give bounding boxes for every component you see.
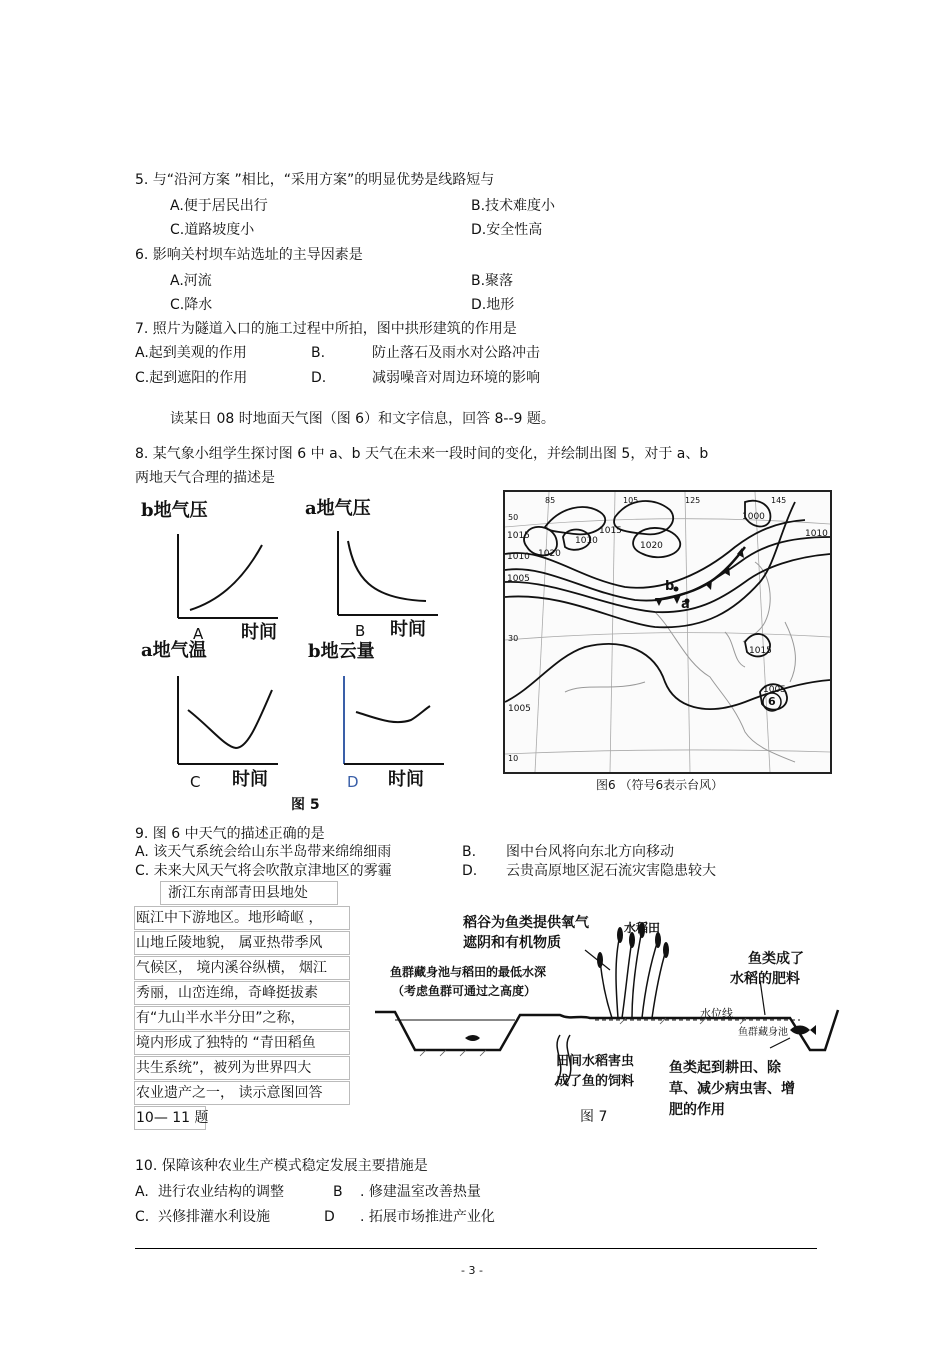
fig6-isobar-label: 1000: [742, 512, 765, 522]
fig7-label-fish-role-3: 肥的作用: [669, 1102, 725, 1118]
q9-stem: 9. 图 6 中天气的描述正确的是: [135, 826, 325, 842]
passage-line: 瓯江中下游地区。地形崎岖 ，: [136, 910, 323, 926]
fig6-isobars: [505, 501, 830, 710]
q10-option-a-letter: A.: [135, 1184, 149, 1200]
fig6-isobar-label: 1020: [640, 541, 663, 551]
q7-option-b-letter: B.: [311, 345, 326, 361]
q7-option-b: 防止落石及雨水对公路冲击: [372, 345, 540, 361]
fig7-label-pool: 鱼群藏身池: [738, 1027, 788, 1038]
fig7-label-insects-2: 成了鱼的饲料: [556, 1074, 635, 1089]
q8-stem-line2: 两地天气合理的描述是: [135, 470, 275, 486]
fig7-label-fish-role-1: 鱼类起到耕田、除: [669, 1060, 781, 1076]
q7-option-a: A.起到美观的作用: [135, 345, 247, 361]
q9-option-d-letter: D.: [462, 863, 478, 879]
q6-option-c: C.降水: [170, 297, 213, 313]
fig6-coastline: [565, 562, 795, 762]
q8-stem-line1: 8. 某气象小组学生探讨图 6 中 a、b 天气在未来一段时间的变化，并绘制出图 5，对于 a、b: [135, 446, 709, 462]
q10-stem: 10. 保障该种农业生产模式稳定发展主要措施是: [135, 1158, 428, 1174]
q5-stem: 5. 与“沿河方案 ”相比，“采用方案”的明显优势是线路短与: [135, 172, 495, 188]
fig7-label-fish-role-2: 草、减少病虫害、增: [669, 1081, 795, 1097]
q7-option-d: 减弱噪音对周边环境的影响: [372, 370, 540, 386]
fig6-isobar-label: 1010: [805, 529, 828, 539]
passage-line: 农业遗产之一， 读示意图回答: [136, 1085, 323, 1101]
fig6-caption: 图6 （符号6表示台风）: [596, 778, 724, 792]
fig5-panel-b-letter: B: [355, 622, 366, 640]
fig7-fish-icon: [465, 1035, 480, 1041]
fig6-point-b: b: [665, 579, 675, 594]
fig5-panel-d-title: b地云量: [308, 641, 375, 662]
fig6-lon-85: 85: [545, 496, 556, 505]
fig6-isobar-label: 1005: [763, 685, 786, 695]
q7-option-d-letter: D.: [311, 370, 327, 386]
fig6-isobar-label: 1005: [508, 704, 531, 714]
fig5-panel-a-graph: [170, 530, 280, 625]
q10-option-b: . 修建温室改善热量: [360, 1184, 481, 1200]
fig7-label-depth-2: （考虑鱼群可通过之高度）: [392, 984, 537, 998]
passage-line: 山地丘陵地貌， 属亚热带季风: [136, 935, 323, 951]
fig7-label-paddy: 水稻田: [624, 921, 661, 935]
fig6-lat-30: 30: [508, 634, 519, 643]
q6-option-a: A.河流: [170, 273, 212, 289]
fig7-label-waterline: 水位线: [700, 1007, 733, 1020]
fig5-panel-b-xlabel: 时间: [390, 619, 426, 640]
q5-option-a: A.便于居民出行: [170, 198, 268, 214]
fig7-label-fish-fert-2: 水稻的肥料: [730, 971, 800, 987]
q9-option-d: 云贵高原地区泥石流灾害隐患较大: [506, 863, 716, 879]
fig5-b-curve: [348, 541, 426, 601]
q10-option-a: 进行农业结构的调整: [158, 1184, 284, 1200]
fig6-isobar-label: 1020: [538, 549, 561, 559]
q7-stem: 7. 照片为隧道入口的施工过程中所拍，图中拱形建筑的作用是: [135, 321, 517, 337]
fig6-lat-50: 50: [508, 513, 519, 522]
intro-8-9: 读某日 08 时地面天气图（图 6）和文字信息，回答 8--9 题。: [170, 411, 555, 427]
fig6-isobar-label: 1005: [507, 574, 530, 584]
q10-option-d: . 拓展市场推进产业化: [360, 1209, 495, 1225]
q9-option-b: 图中台风将向东北方向移动: [506, 844, 674, 860]
fig5-panel-c-graph: [170, 672, 280, 770]
fig6-isobar-label: 1015: [599, 526, 622, 536]
fig6-lon-145: 145: [771, 496, 787, 505]
figure-6: [503, 490, 832, 774]
fig7-label-depth-1: 鱼群藏身池与稻田的最低水深: [390, 965, 547, 979]
fig6-isobar-label: 1010: [507, 552, 530, 562]
passage-line: 共生系统”，被列为世界四大: [136, 1060, 312, 1076]
passage-line: 10— 11 题: [136, 1110, 209, 1126]
q9-option-b-letter: B.: [462, 844, 477, 860]
fig7-label-fish-fert-1: 鱼类成了: [748, 951, 804, 967]
fig5-panel-c-xlabel: 时间: [232, 769, 268, 790]
footer-divider: [135, 1248, 817, 1249]
fig5-panel-d-xlabel: 时间: [388, 769, 424, 790]
fig6-isobar-label: 1010: [575, 536, 598, 546]
fig6-lon-125: 125: [685, 496, 701, 505]
fig6-lat-10: 10: [508, 754, 519, 763]
passage-line: 秀丽，山峦连绵，奇峰挺拔素: [136, 985, 318, 1001]
fig5-panel-d-letter: D: [347, 773, 359, 791]
q10-option-c: 兴修排灌水利设施: [158, 1209, 270, 1225]
q6-option-b: B.聚落: [471, 273, 514, 289]
q6-option-d: D.地形: [471, 297, 515, 313]
passage-line: 浙江东南部青田县地处: [168, 885, 308, 901]
fig6-lon-105: 105: [623, 496, 639, 505]
fig5-a-curve: [190, 545, 262, 610]
page-number: - 3 -: [461, 1264, 483, 1277]
q10-option-b-letter: B: [333, 1184, 343, 1200]
passage-line: 气候区， 境内溪谷纵横， 烟江: [136, 960, 327, 976]
fig5-c-curve: [188, 690, 272, 748]
fig5-panel-b-graph: [330, 527, 440, 622]
passage-line: 境内形成了独特的 “青田稻鱼: [136, 1035, 316, 1051]
q5-option-d: D.安全性高: [471, 222, 543, 238]
fig6-isobar-label: 1015: [507, 531, 530, 541]
fig7-label-insects-1: 田间水稻害虫: [556, 1054, 635, 1069]
q5-option-c: C.道路坡度小: [170, 222, 255, 238]
fig5-d-curve: [356, 706, 430, 722]
fig7-label-rice-top-2: 遮阴和有机物质: [463, 935, 561, 951]
q10-option-d-letter: D: [324, 1209, 335, 1225]
q7-option-c: C.起到遮阳的作用: [135, 370, 248, 386]
fig6-point-a: a: [681, 597, 690, 612]
fig6-typhoon-number: 6: [768, 695, 776, 708]
fig7-caption: 图 7: [580, 1109, 608, 1125]
q9-option-c: C. 未来大风天气将会吹散京津地区的雾霾: [135, 863, 392, 879]
fig5-caption: 图 5: [291, 797, 320, 813]
q9-option-a: A. 该天气系统会给山东半岛带来绵绵细雨: [135, 844, 392, 860]
fig6-map: [505, 492, 830, 772]
q6-stem: 6. 影响关村坝车站选址的主导因素是: [135, 247, 363, 263]
q5-option-b: B.技术难度小: [471, 198, 556, 214]
fig5-panel-a-letter: A: [193, 625, 204, 643]
passage-line: 有“九山半水半分田”之称，: [136, 1010, 305, 1026]
q10-option-c-letter: C.: [135, 1209, 150, 1225]
fig7-label-rice-top-1: 稻谷为鱼类提供氧气: [463, 915, 589, 931]
fig5-panel-a-xlabel: 时间: [241, 622, 277, 643]
fig5-panel-b-title: a地气压: [305, 498, 371, 519]
fig5-panel-c-letter: C: [190, 773, 201, 791]
fig5-panel-c-title: a地气温: [141, 640, 207, 661]
fig5-panel-a-title: b地气压: [141, 500, 208, 521]
fig5-panel-d-graph: [336, 672, 446, 770]
fig6-isobar-label: 1015: [749, 646, 772, 656]
